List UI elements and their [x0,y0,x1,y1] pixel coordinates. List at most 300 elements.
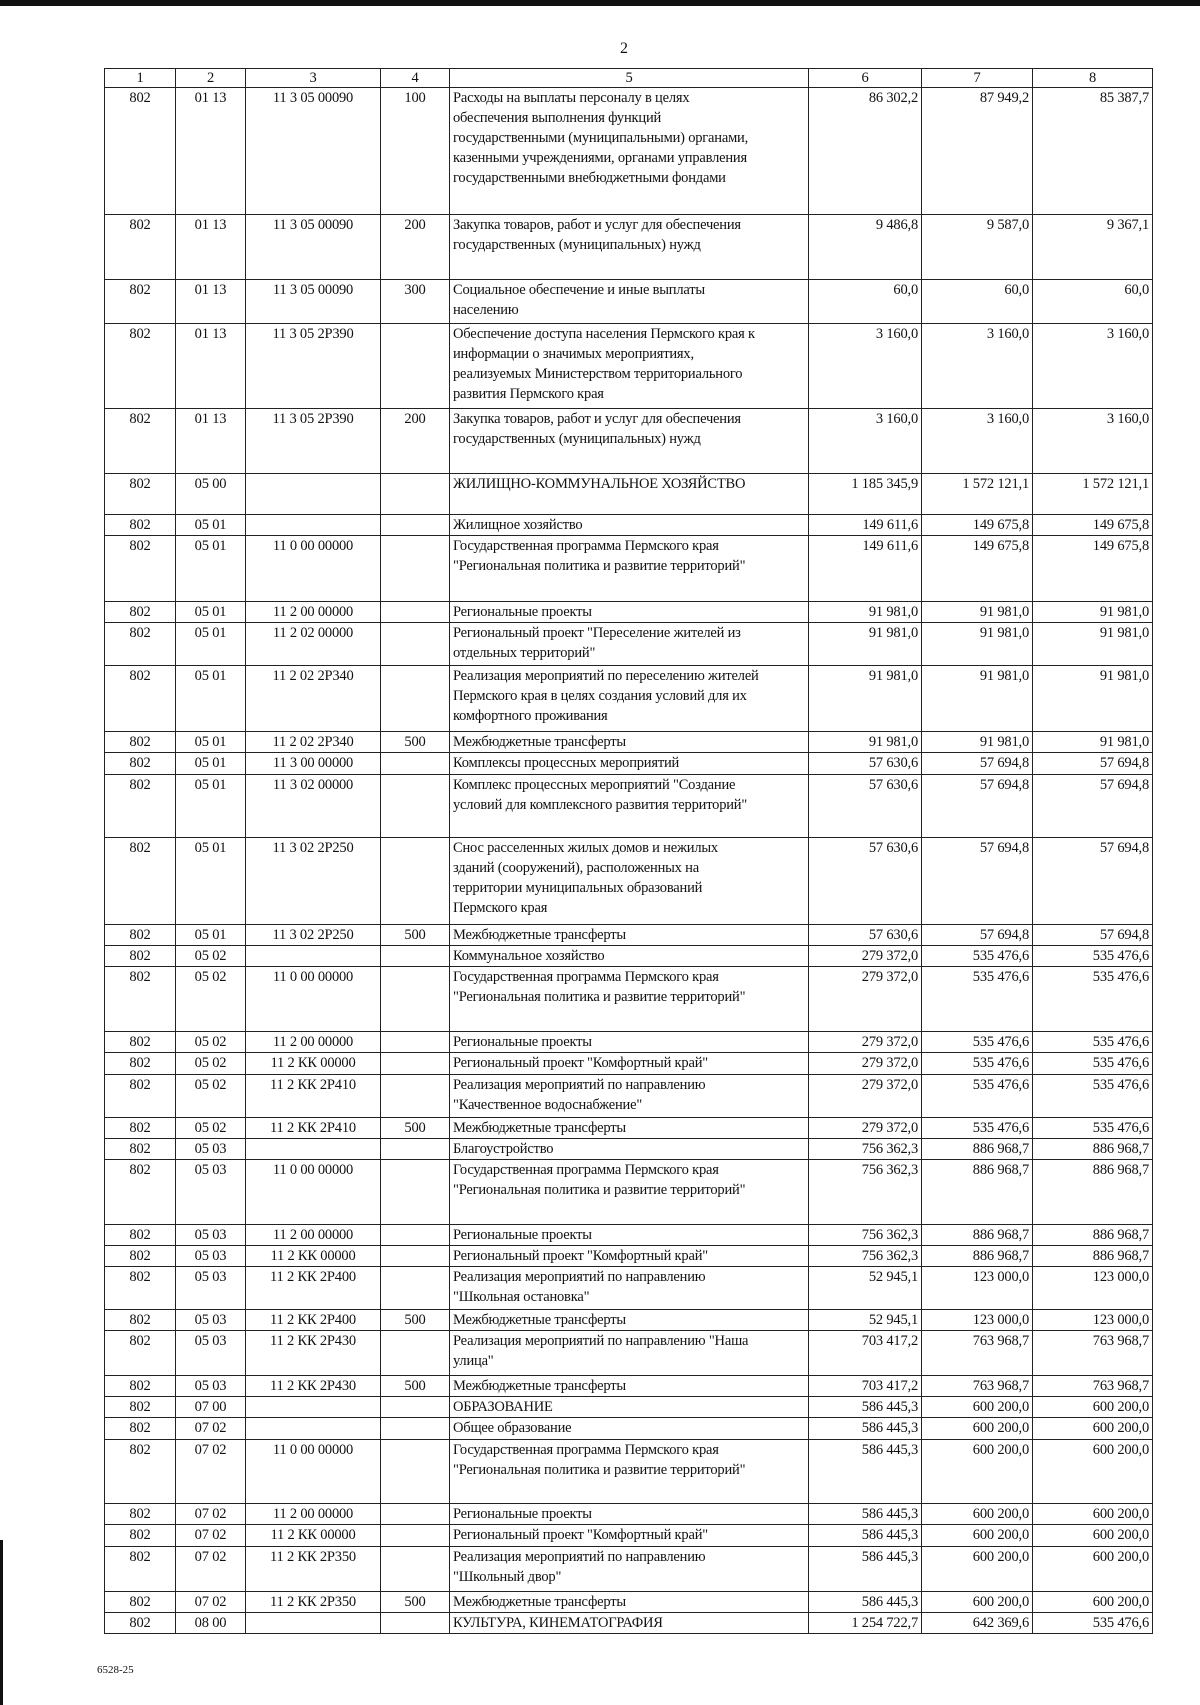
budget-table [104,68,1153,1634]
target-article-cell: 11 3 05 00090 [246,280,381,324]
ministry-code-cell: 802 [105,838,176,925]
table-row [105,1118,1153,1139]
amount-col6-cell: 149 611,6 [809,536,922,602]
amount-col8-cell: 763 968,7 [1033,1331,1153,1376]
amount-col7-cell: 886 968,7 [922,1160,1033,1225]
description-cell: Межбюджетные трансферты [450,1592,809,1613]
description-cell: Региональные проекты [450,1032,809,1053]
amount-col8-cell: 1 572 121,1 [1033,474,1153,515]
table-row [105,1613,1153,1634]
amount-col6-cell: 60,0 [809,280,922,324]
expense-type-cell [381,1504,450,1525]
expense-type-cell [381,1160,450,1225]
expense-type-cell [381,623,450,666]
table-row [105,967,1153,1032]
ministry-code-cell: 802 [105,1331,176,1376]
expense-type-cell [381,1246,450,1267]
target-article-cell: 11 2 КК 2Р410 [246,1075,381,1118]
table-row [105,623,1153,666]
description-cell: Межбюджетные трансферты [450,1118,809,1139]
section-code-cell: 01 13 [176,215,246,280]
description-cell: Закупка товаров, работ и услуг для обеспечения государственных (муниципальных) нужд [450,215,809,280]
amount-col6-cell: 52 945,1 [809,1310,922,1331]
table-row [105,324,1153,409]
description-cell: Закупка товаров, работ и услуг для обеспечения государственных (муниципальных) нужд [450,409,809,474]
amount-col8-cell: 123 000,0 [1033,1267,1153,1310]
table-row [105,1418,1153,1440]
section-code-cell: 05 02 [176,946,246,967]
expense-type-cell [381,838,450,925]
ministry-code-cell: 802 [105,1592,176,1613]
description-cell: Региональный проект "Переселение жителей из отдельных территорий" [450,623,809,666]
amount-col6-cell: 586 445,3 [809,1418,922,1440]
section-code-cell: 05 01 [176,732,246,753]
ministry-code-cell: 802 [105,1547,176,1592]
amount-col6-cell: 703 417,2 [809,1376,922,1397]
amount-col7-cell: 600 200,0 [922,1418,1033,1440]
amount-col8-cell: 600 200,0 [1033,1440,1153,1504]
description-cell: Обеспечение доступа населения Пермского края к информации о значимых мероприятиях, реализуемых Министерством территориального развития Пермского края [450,324,809,409]
page-number: 2 [620,40,628,57]
target-article-cell: 11 2 КК 2Р430 [246,1376,381,1397]
amount-col7-cell: 91 981,0 [922,732,1033,753]
expense-type-cell [381,1225,450,1246]
amount-col6-cell: 91 981,0 [809,732,922,753]
amount-col7-cell: 3 160,0 [922,324,1033,409]
section-code-cell: 05 02 [176,967,246,1032]
column-header: 2 [176,69,246,88]
amount-col6-cell: 279 372,0 [809,1118,922,1139]
amount-col6-cell: 57 630,6 [809,775,922,838]
amount-col7-cell: 123 000,0 [922,1310,1033,1331]
target-article-cell: 11 3 02 00000 [246,775,381,838]
description-cell: Расходы на выплаты персоналу в целях обеспечения выполнения функций государственными (муниципальными) органами, казенными учреждениями, органами управления государственными внебюджетными фондами [450,88,809,215]
section-code-cell: 01 13 [176,409,246,474]
section-code-cell: 01 13 [176,324,246,409]
section-code-cell: 05 00 [176,474,246,515]
target-article-cell: 11 0 00 00000 [246,967,381,1032]
amount-col6-cell: 57 630,6 [809,753,922,775]
ministry-code-cell: 802 [105,215,176,280]
description-cell: Региональный проект "Комфортный край" [450,1525,809,1547]
expense-type-cell [381,1331,450,1376]
amount-col7-cell: 3 160,0 [922,409,1033,474]
table-row [105,409,1153,474]
amount-col8-cell: 886 968,7 [1033,1139,1153,1160]
amount-col8-cell: 886 968,7 [1033,1246,1153,1267]
ministry-code-cell: 802 [105,409,176,474]
ministry-code-cell: 802 [105,753,176,775]
target-article-cell [246,515,381,536]
expense-type-cell: 300 [381,280,450,324]
table-row [105,474,1153,515]
expense-type-cell [381,1053,450,1075]
description-cell: Общее образование [450,1418,809,1440]
amount-col6-cell: 86 302,2 [809,88,922,215]
target-article-cell: 11 3 05 2Р390 [246,324,381,409]
amount-col6-cell: 149 611,6 [809,515,922,536]
amount-col7-cell: 57 694,8 [922,925,1033,946]
amount-col6-cell: 57 630,6 [809,925,922,946]
target-article-cell: 11 2 КК 00000 [246,1053,381,1075]
description-cell: Государственная программа Пермского края "Региональная политика и развитие территорий" [450,1160,809,1225]
description-cell: Снос расселенных жилых домов и нежилых зданий (сооружений), расположенных на территории муниципальных образований Пермского края [450,838,809,925]
expense-type-cell [381,474,450,515]
ministry-code-cell: 802 [105,1310,176,1331]
expense-type-cell [381,1440,450,1504]
ministry-code-cell: 802 [105,666,176,732]
target-article-cell: 11 2 00 00000 [246,1504,381,1525]
section-code-cell: 07 02 [176,1547,246,1592]
amount-col7-cell: 535 476,6 [922,1118,1033,1139]
ministry-code-cell: 802 [105,925,176,946]
amount-col8-cell: 3 160,0 [1033,324,1153,409]
table-row [105,602,1153,623]
amount-col8-cell: 57 694,8 [1033,838,1153,925]
ministry-code-cell: 802 [105,602,176,623]
expense-type-cell [381,515,450,536]
section-code-cell: 07 00 [176,1397,246,1418]
table-row [105,1139,1153,1160]
column-header: 4 [381,69,450,88]
section-code-cell: 05 01 [176,666,246,732]
table-row [105,1032,1153,1053]
target-article-cell: 11 3 02 2Р250 [246,838,381,925]
amount-col8-cell: 149 675,8 [1033,536,1153,602]
section-code-cell: 08 00 [176,1613,246,1634]
amount-col7-cell: 763 968,7 [922,1331,1033,1376]
amount-col8-cell: 3 160,0 [1033,409,1153,474]
section-code-cell: 05 01 [176,838,246,925]
target-article-cell [246,474,381,515]
target-article-cell: 11 2 КК 2Р400 [246,1310,381,1331]
amount-col8-cell: 91 981,0 [1033,602,1153,623]
amount-col6-cell: 586 445,3 [809,1547,922,1592]
table-row [105,1225,1153,1246]
section-code-cell: 05 03 [176,1225,246,1246]
amount-col6-cell: 586 445,3 [809,1397,922,1418]
amount-col6-cell: 586 445,3 [809,1592,922,1613]
expense-type-cell [381,1418,450,1440]
expense-type-cell [381,324,450,409]
amount-col8-cell: 85 387,7 [1033,88,1153,215]
amount-col7-cell: 57 694,8 [922,775,1033,838]
description-cell: Государственная программа Пермского края "Региональная политика и развитие территорий" [450,536,809,602]
amount-col7-cell: 91 981,0 [922,623,1033,666]
amount-col7-cell: 886 968,7 [922,1225,1033,1246]
ministry-code-cell: 802 [105,1525,176,1547]
ministry-code-cell: 802 [105,1118,176,1139]
table-row [105,1075,1153,1118]
expense-type-cell [381,967,450,1032]
amount-col6-cell: 756 362,3 [809,1246,922,1267]
description-cell: Комплексы процессных мероприятий [450,753,809,775]
amount-col7-cell: 600 200,0 [922,1440,1033,1504]
table-row [105,753,1153,775]
target-article-cell: 11 2 00 00000 [246,602,381,623]
section-code-cell: 05 03 [176,1160,246,1225]
expense-type-cell: 500 [381,1310,450,1331]
expense-type-cell [381,1267,450,1310]
table-row [105,215,1153,280]
amount-col7-cell: 886 968,7 [922,1139,1033,1160]
ministry-code-cell: 802 [105,1504,176,1525]
table-row [105,1592,1153,1613]
amount-col7-cell: 600 200,0 [922,1504,1033,1525]
amount-col8-cell: 600 200,0 [1033,1547,1153,1592]
description-cell: Реализация мероприятий по направлению "Школьный двор" [450,1547,809,1592]
section-code-cell: 01 13 [176,280,246,324]
table-row [105,1246,1153,1267]
description-cell: Межбюджетные трансферты [450,732,809,753]
description-cell: Социальное обеспечение и иные выплаты населению [450,280,809,324]
target-article-cell: 11 2 КК 2Р410 [246,1118,381,1139]
description-cell: Реализация мероприятий по направлению "Школьная остановка" [450,1267,809,1310]
amount-col8-cell: 886 968,7 [1033,1225,1153,1246]
amount-col7-cell: 600 200,0 [922,1525,1033,1547]
description-cell: Благоустройство [450,1139,809,1160]
section-code-cell: 07 02 [176,1440,246,1504]
expense-type-cell [381,1525,450,1547]
amount-col7-cell: 600 200,0 [922,1547,1033,1592]
target-article-cell: 11 3 05 2Р390 [246,409,381,474]
amount-col6-cell: 3 160,0 [809,409,922,474]
expense-type-cell [381,536,450,602]
section-code-cell: 05 01 [176,623,246,666]
ministry-code-cell: 802 [105,1075,176,1118]
ministry-code-cell: 802 [105,1440,176,1504]
description-cell: Региональные проекты [450,1225,809,1246]
amount-col8-cell: 886 968,7 [1033,1160,1153,1225]
section-code-cell: 05 02 [176,1075,246,1118]
amount-col8-cell: 535 476,6 [1033,1032,1153,1053]
target-article-cell: 11 2 02 00000 [246,623,381,666]
description-cell: КУЛЬТУРА, КИНЕМАТОГРАФИЯ [450,1613,809,1634]
target-article-cell: 11 2 КК 2Р400 [246,1267,381,1310]
amount-col8-cell: 60,0 [1033,280,1153,324]
description-cell: Межбюджетные трансферты [450,1376,809,1397]
table-row [105,1547,1153,1592]
table-row [105,838,1153,925]
amount-col8-cell: 600 200,0 [1033,1504,1153,1525]
amount-col6-cell: 703 417,2 [809,1331,922,1376]
ministry-code-cell: 802 [105,1053,176,1075]
description-cell: ЖИЛИЩНО-КОММУНАЛЬНОЕ ХОЗЯЙСТВО [450,474,809,515]
section-code-cell: 05 01 [176,925,246,946]
table-row [105,946,1153,967]
amount-col8-cell: 600 200,0 [1033,1525,1153,1547]
expense-type-cell [381,753,450,775]
ministry-code-cell: 802 [105,1397,176,1418]
target-article-cell [246,1139,381,1160]
target-article-cell: 11 0 00 00000 [246,1440,381,1504]
section-code-cell: 05 03 [176,1376,246,1397]
table-row [105,88,1153,215]
section-code-cell: 05 03 [176,1246,246,1267]
section-code-cell: 05 03 [176,1331,246,1376]
description-cell: Межбюджетные трансферты [450,925,809,946]
amount-col8-cell: 535 476,6 [1033,967,1153,1032]
description-cell: Межбюджетные трансферты [450,1310,809,1331]
amount-col8-cell: 149 675,8 [1033,515,1153,536]
amount-col7-cell: 149 675,8 [922,536,1033,602]
ministry-code-cell: 802 [105,88,176,215]
ministry-code-cell: 802 [105,946,176,967]
section-code-cell: 07 02 [176,1592,246,1613]
amount-col7-cell: 600 200,0 [922,1592,1033,1613]
table-row [105,1267,1153,1310]
table-row [105,732,1153,753]
amount-col6-cell: 9 486,8 [809,215,922,280]
table-row [105,515,1153,536]
ministry-code-cell: 802 [105,474,176,515]
target-article-cell: 11 3 05 00090 [246,88,381,215]
amount-col7-cell: 763 968,7 [922,1376,1033,1397]
section-code-cell: 07 02 [176,1525,246,1547]
ministry-code-cell: 802 [105,280,176,324]
target-article-cell: 11 3 02 2Р250 [246,925,381,946]
target-article-cell: 11 2 02 2Р340 [246,732,381,753]
amount-col6-cell: 57 630,6 [809,838,922,925]
amount-col6-cell: 586 445,3 [809,1440,922,1504]
amount-col6-cell: 3 160,0 [809,324,922,409]
description-cell: Региональный проект "Комфортный край" [450,1053,809,1075]
expense-type-cell [381,1075,450,1118]
table-row [105,1376,1153,1397]
section-code-cell: 05 01 [176,515,246,536]
amount-col8-cell: 57 694,8 [1033,775,1153,838]
target-article-cell: 11 3 05 00090 [246,215,381,280]
target-article-cell [246,1613,381,1634]
amount-col8-cell: 91 981,0 [1033,732,1153,753]
target-article-cell: 11 2 00 00000 [246,1032,381,1053]
table-row [105,925,1153,946]
table-row [105,666,1153,732]
section-code-cell: 05 01 [176,775,246,838]
amount-col7-cell: 535 476,6 [922,946,1033,967]
description-cell: Государственная программа Пермского края "Региональная политика и развитие территорий" [450,1440,809,1504]
amount-col6-cell: 756 362,3 [809,1160,922,1225]
expense-type-cell: 500 [381,1592,450,1613]
amount-col6-cell: 586 445,3 [809,1504,922,1525]
description-cell: Региональные проекты [450,602,809,623]
table-row [105,1331,1153,1376]
amount-col8-cell: 600 200,0 [1033,1397,1153,1418]
expense-type-cell [381,1397,450,1418]
amount-col6-cell: 91 981,0 [809,602,922,623]
section-code-cell: 07 02 [176,1504,246,1525]
amount-col8-cell: 57 694,8 [1033,925,1153,946]
ministry-code-cell: 802 [105,623,176,666]
target-article-cell [246,1397,381,1418]
expense-type-cell: 500 [381,1376,450,1397]
amount-col6-cell: 279 372,0 [809,1053,922,1075]
expense-type-cell [381,1139,450,1160]
amount-col6-cell: 1 254 722,7 [809,1613,922,1634]
ministry-code-cell: 802 [105,1376,176,1397]
amount-col7-cell: 535 476,6 [922,1032,1033,1053]
expense-type-cell [381,1547,450,1592]
amount-col8-cell: 600 200,0 [1033,1418,1153,1440]
amount-col8-cell: 57 694,8 [1033,753,1153,775]
document-code: 6528-25 [97,1664,134,1676]
target-article-cell: 11 2 00 00000 [246,1225,381,1246]
table-row [105,536,1153,602]
amount-col6-cell: 1 185 345,9 [809,474,922,515]
amount-col8-cell: 91 981,0 [1033,666,1153,732]
amount-col8-cell: 763 968,7 [1033,1376,1153,1397]
column-header: 8 [1033,69,1153,88]
expense-type-cell: 500 [381,925,450,946]
table-row [105,775,1153,838]
amount-col8-cell: 535 476,6 [1033,1053,1153,1075]
amount-col6-cell: 756 362,3 [809,1225,922,1246]
target-article-cell: 11 2 КК 00000 [246,1246,381,1267]
target-article-cell [246,946,381,967]
description-cell: Реализация мероприятий по переселению жителей Пермского края в целях создания условий для их комфортного проживания [450,666,809,732]
section-code-cell: 05 02 [176,1118,246,1139]
target-article-cell: 11 2 КК 2Р350 [246,1592,381,1613]
table-row [105,1053,1153,1075]
amount-col7-cell: 91 981,0 [922,602,1033,623]
ministry-code-cell: 802 [105,732,176,753]
table-row [105,1525,1153,1547]
table-row [105,1160,1153,1225]
expense-type-cell: 200 [381,409,450,474]
description-cell: Жилищное хозяйство [450,515,809,536]
amount-col7-cell: 9 587,0 [922,215,1033,280]
ministry-code-cell: 802 [105,515,176,536]
expense-type-cell: 500 [381,1118,450,1139]
section-code-cell: 05 01 [176,602,246,623]
section-code-cell: 05 02 [176,1053,246,1075]
amount-col7-cell: 600 200,0 [922,1397,1033,1418]
target-article-cell: 11 0 00 00000 [246,1160,381,1225]
table-row [105,280,1153,324]
column-header: 1 [105,69,176,88]
description-cell: Коммунальное хозяйство [450,946,809,967]
target-article-cell: 11 2 02 2Р340 [246,666,381,732]
section-code-cell: 05 01 [176,753,246,775]
amount-col8-cell: 535 476,6 [1033,1118,1153,1139]
section-code-cell: 05 02 [176,1032,246,1053]
amount-col7-cell: 535 476,6 [922,967,1033,1032]
amount-col8-cell: 535 476,6 [1033,1075,1153,1118]
amount-col6-cell: 52 945,1 [809,1267,922,1310]
column-header: 3 [246,69,381,88]
section-code-cell: 05 03 [176,1310,246,1331]
section-code-cell: 05 03 [176,1139,246,1160]
ministry-code-cell: 802 [105,1267,176,1310]
section-code-cell: 05 01 [176,536,246,602]
table-row [105,1397,1153,1418]
amount-col7-cell: 60,0 [922,280,1033,324]
amount-col6-cell: 279 372,0 [809,1075,922,1118]
amount-col8-cell: 9 367,1 [1033,215,1153,280]
target-article-cell [246,1418,381,1440]
amount-col6-cell: 91 981,0 [809,623,922,666]
column-header: 5 [450,69,809,88]
ministry-code-cell: 802 [105,1246,176,1267]
target-article-cell: 11 2 КК 00000 [246,1525,381,1547]
ministry-code-cell: 802 [105,1139,176,1160]
target-article-cell: 11 0 00 00000 [246,536,381,602]
amount-col8-cell: 535 476,6 [1033,1613,1153,1634]
table-row [105,1310,1153,1331]
target-article-cell: 11 2 КК 2Р350 [246,1547,381,1592]
ministry-code-cell: 802 [105,1225,176,1246]
amount-col7-cell: 535 476,6 [922,1053,1033,1075]
